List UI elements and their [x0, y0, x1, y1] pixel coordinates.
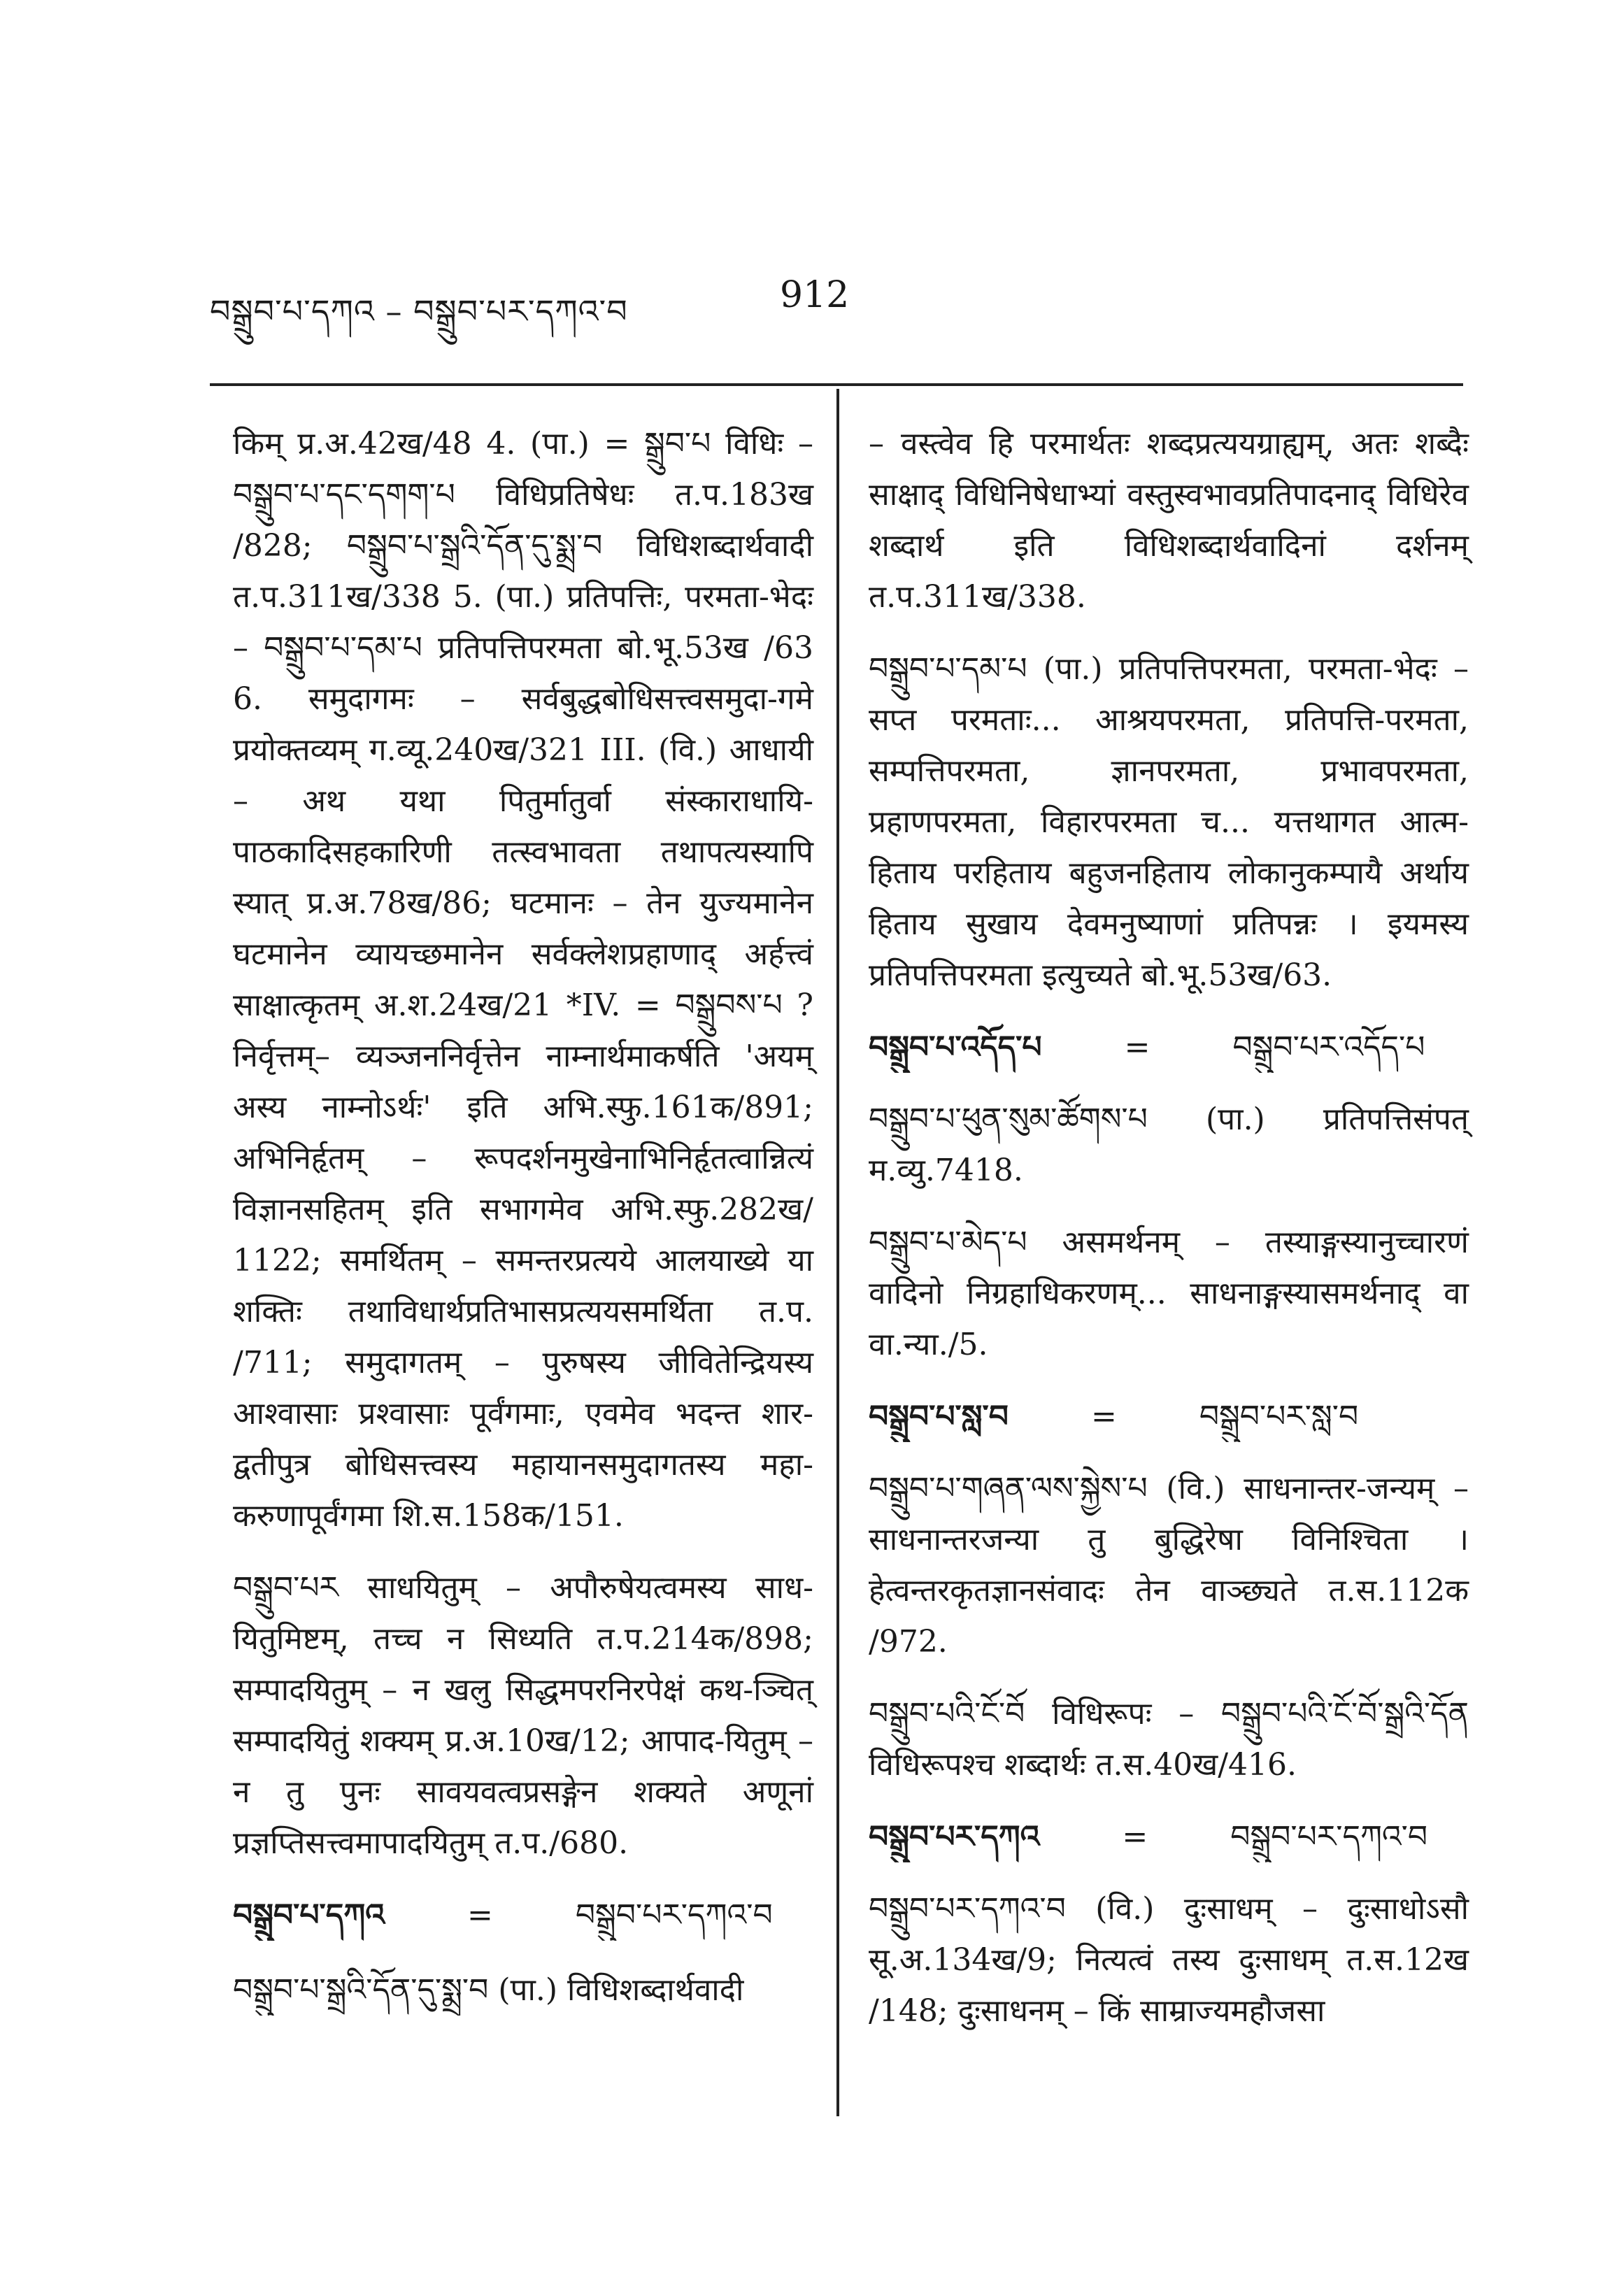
entry-text: किम् प्र.अ.42ख/48 4. (पा.) = སྒྲུབ་པ विधिः – བསྒྲུབ་པ་དང་དགག་པ विधिप्रतिषेधः त.प.183ख /828; བསྒྲུབ་པ་སྒྲའི་དོན་དུ་སྨྲ་བ विधिशब्दार्थवादी त.प.311ख/338 5. (पा.) प्रतिपत्तिः, परमता-भेदः – བསྒྲུབ་པ་དམ་པ प्रतिपत्तिपरमता बो.भू.53ख /63 6. समुदागमः – सर्वबुद्धबोधिसत्त्वसमुदा-गमे प्रयोक्तव्यम् ग.व्यू.240ख/321 III. (वि.) आधायी – अथ यथा पितुर्मातुर्वा संस्काराधायि-पाठकादिसहकारिणी तत्स्वभावता तथापत्यस्यापि स्यात् प्र.अ.78ख/86; घटमानः – तेन युज्यमानेन घटमानेन व्यायच्छमानेन सर्वक्लेशप्रहाणाद् अर्हत्त्वं साक्षात्कृतम् अ.श.24ख/21 *IV. = བསྒྲུབས་པ ? निर्वृत्तम्– व्यञ्जननिर्वृत्तेन नाम्नार्थमाकर्षति 'अयम् अस्य नाम्नोऽर्थः' इति अभि.स्फु.161क/891; अभिनिर्हृतम् – रूपदर्शनमुखेनाभिनिर्हृतत्वान्नित्यं विज्ञानसहितम् इति सभागमेव अभि.स्फु.282ख/ 1122; समर्थितम् – समन्तरप्रत्यये आलयाख्ये या शक्तिः तथाविधार्थप्रतिभासप्रत्ययसमर्थिता त.प. /711; समुदागतम् – पुरुषस्य जीवितेन्द्रियस्य आश्वासाः प्रश्वासाः पूर्वंगमाः, एवमेव भदन्त शार-द्वतीपुत्र बोधिसत्त्वस्य महायानसमुदागतस्य महा-करुणापूर्वंगमा शि.स.158क/151.	[233, 426, 813, 1534]
cross-reference: བསྒྲུབ་པར་དཀའ་བ	[1230, 1819, 1428, 1855]
cross-reference: བསྒྲུབ་པར་དཀའ་བ	[575, 1897, 773, 1933]
equals-sign: =	[1122, 1819, 1148, 1855]
equals-sign: =	[1124, 1029, 1151, 1065]
column-divider	[836, 389, 839, 2116]
entry-text: བསྒྲུབ་པ་སྒྲའི་དོན་དུ་སྨྲ་བ (पा.) विधिशब्दार्थवादी	[233, 1972, 744, 2008]
headword: བསྒྲུབ་པ་དཀའ	[233, 1897, 385, 1933]
right-column	[869, 418, 1469, 2058]
left-column	[233, 418, 813, 2016]
headword: བསྒྲུབ་པ་འདོད་པ	[869, 1029, 1042, 1065]
page-number: 912	[780, 274, 850, 316]
header-rule	[210, 383, 1463, 386]
entry-text: བསྒྲུབ་པར साधयितुम् – अपौरुषेयत्वमस्य साध-यितुमिष्टम्, तच्च न सिध्यति त.प.214क/898; सम्पादयितुम् – न खलु सिद्धमपरनिरपेक्षं कथ-ञ्चित् सम्पादयितुं शक्यम् प्र.अ.10ख/12; आपाद-यितुम् – न तु पुनः सावयवत्वप्रसङ्गेन शक्यते अणूनां प्रज्ञप्तिसत्त्वमापादयितुम् त.प./680.	[233, 1570, 813, 1861]
headword: བསྒྲུབ་པར་དཀའ	[869, 1819, 1040, 1855]
headword: བསྒྲུབ་པ་སླ་བ	[869, 1399, 1009, 1434]
running-header: བསྒྲུབ་པ་དཀའ – བསྒྲུབ་པར་དཀའ་བ	[210, 292, 628, 330]
equals-sign: =	[466, 1897, 493, 1933]
cross-reference-entry	[869, 1811, 1469, 1862]
cross-reference-entry	[869, 1391, 1469, 1442]
equals-sign: =	[1090, 1399, 1117, 1434]
cross-reference: བསྒྲུབ་པར་སླ་བ	[1199, 1399, 1359, 1434]
cross-reference: བསྒྲུབ་པར་འདོད་པ	[1232, 1029, 1425, 1065]
entry-text: བསྒྲུབ་པར་དཀའ་བ (वि.) दुःसाधम् – दुःसाधोऽसौ सू.अ.134ख/9; नित्यत्वं तस्य दुःसाधम् त.स.12ख /148; दुःसाधनम् – किं साम्राज्यमहौजसा	[869, 1891, 1469, 2029]
entry-text: བསྒྲུབ་པའི་ངོ་བོ विधिरूपः – བསྒྲུབ་པའི་ངོ་བོ་སྒྲའི་དོན विधिरूपश्च शब्दार्थः त.स.40ख/416.	[869, 1696, 1469, 1783]
entry-text: བསྒྲུབ་པ་དམ་པ (पा.) प्रतिपत्तिपरमता, परमता-भेदः – सप्त परमताः... आश्रयपरमता, प्रतिपत्ति-परमता, सम्पत्तिपरमता, ज्ञानपरमता, प्रभावपरमता, प्रहाणपरमता, विहारपरमता च... यत्तथागत आत्म-हिताय परहिताय बहुजनहिताय लोकानुकम्पायै अर्थाय हिताय सुखाय देवमनुष्याणां प्रतिपन्नः । इयमस्य प्रतिपत्तिपरमता इत्युच्यते बो.भू.53ख/63.	[869, 651, 1469, 993]
entry-text: བསྒྲུབ་པ་མེད་པ असमर्थनम् – तस्याङ्गस्यानुच्चारणं वादिनो निग्रहाधिकरणम्... साधनाङ्गस्यासमर्थनाद् वा वा.न्या./5.	[869, 1225, 1469, 1362]
entry-text: བསྒྲུབ་པ་ཕུན་སུམ་ཚོགས་པ (पा.) प्रतिपत्तिसंपत् म.व्यु.7418.	[869, 1101, 1469, 1188]
entry-text: བསྒྲུབ་པ་གཞན་ལས་སྐྱེས་པ (वि.) साधनान्तर-जन्यम् – साधनान्तरजन्या तु बुद्धिरेषा विनिश्चिता । हेत्वन्तरकृतज्ञानसंवादः तेन वाञ्छ्यते त.स.112क /972.	[869, 1471, 1469, 1660]
cross-reference-entry	[869, 1022, 1469, 1073]
cross-reference-entry	[233, 1890, 813, 1941]
entry-text: – वस्त्वेव हि परमार्थतः शब्दप्रत्ययग्राह्यम्, अतः शब्दैः साक्षाद् विधिनिषेधाभ्यां वस्तुस्वभावप्रतिपादनाद् विधिरेव शब्दार्थ इति विधिशब्दार्थवादिनां दर्शनम् त.प.311ख/338.	[869, 426, 1469, 615]
